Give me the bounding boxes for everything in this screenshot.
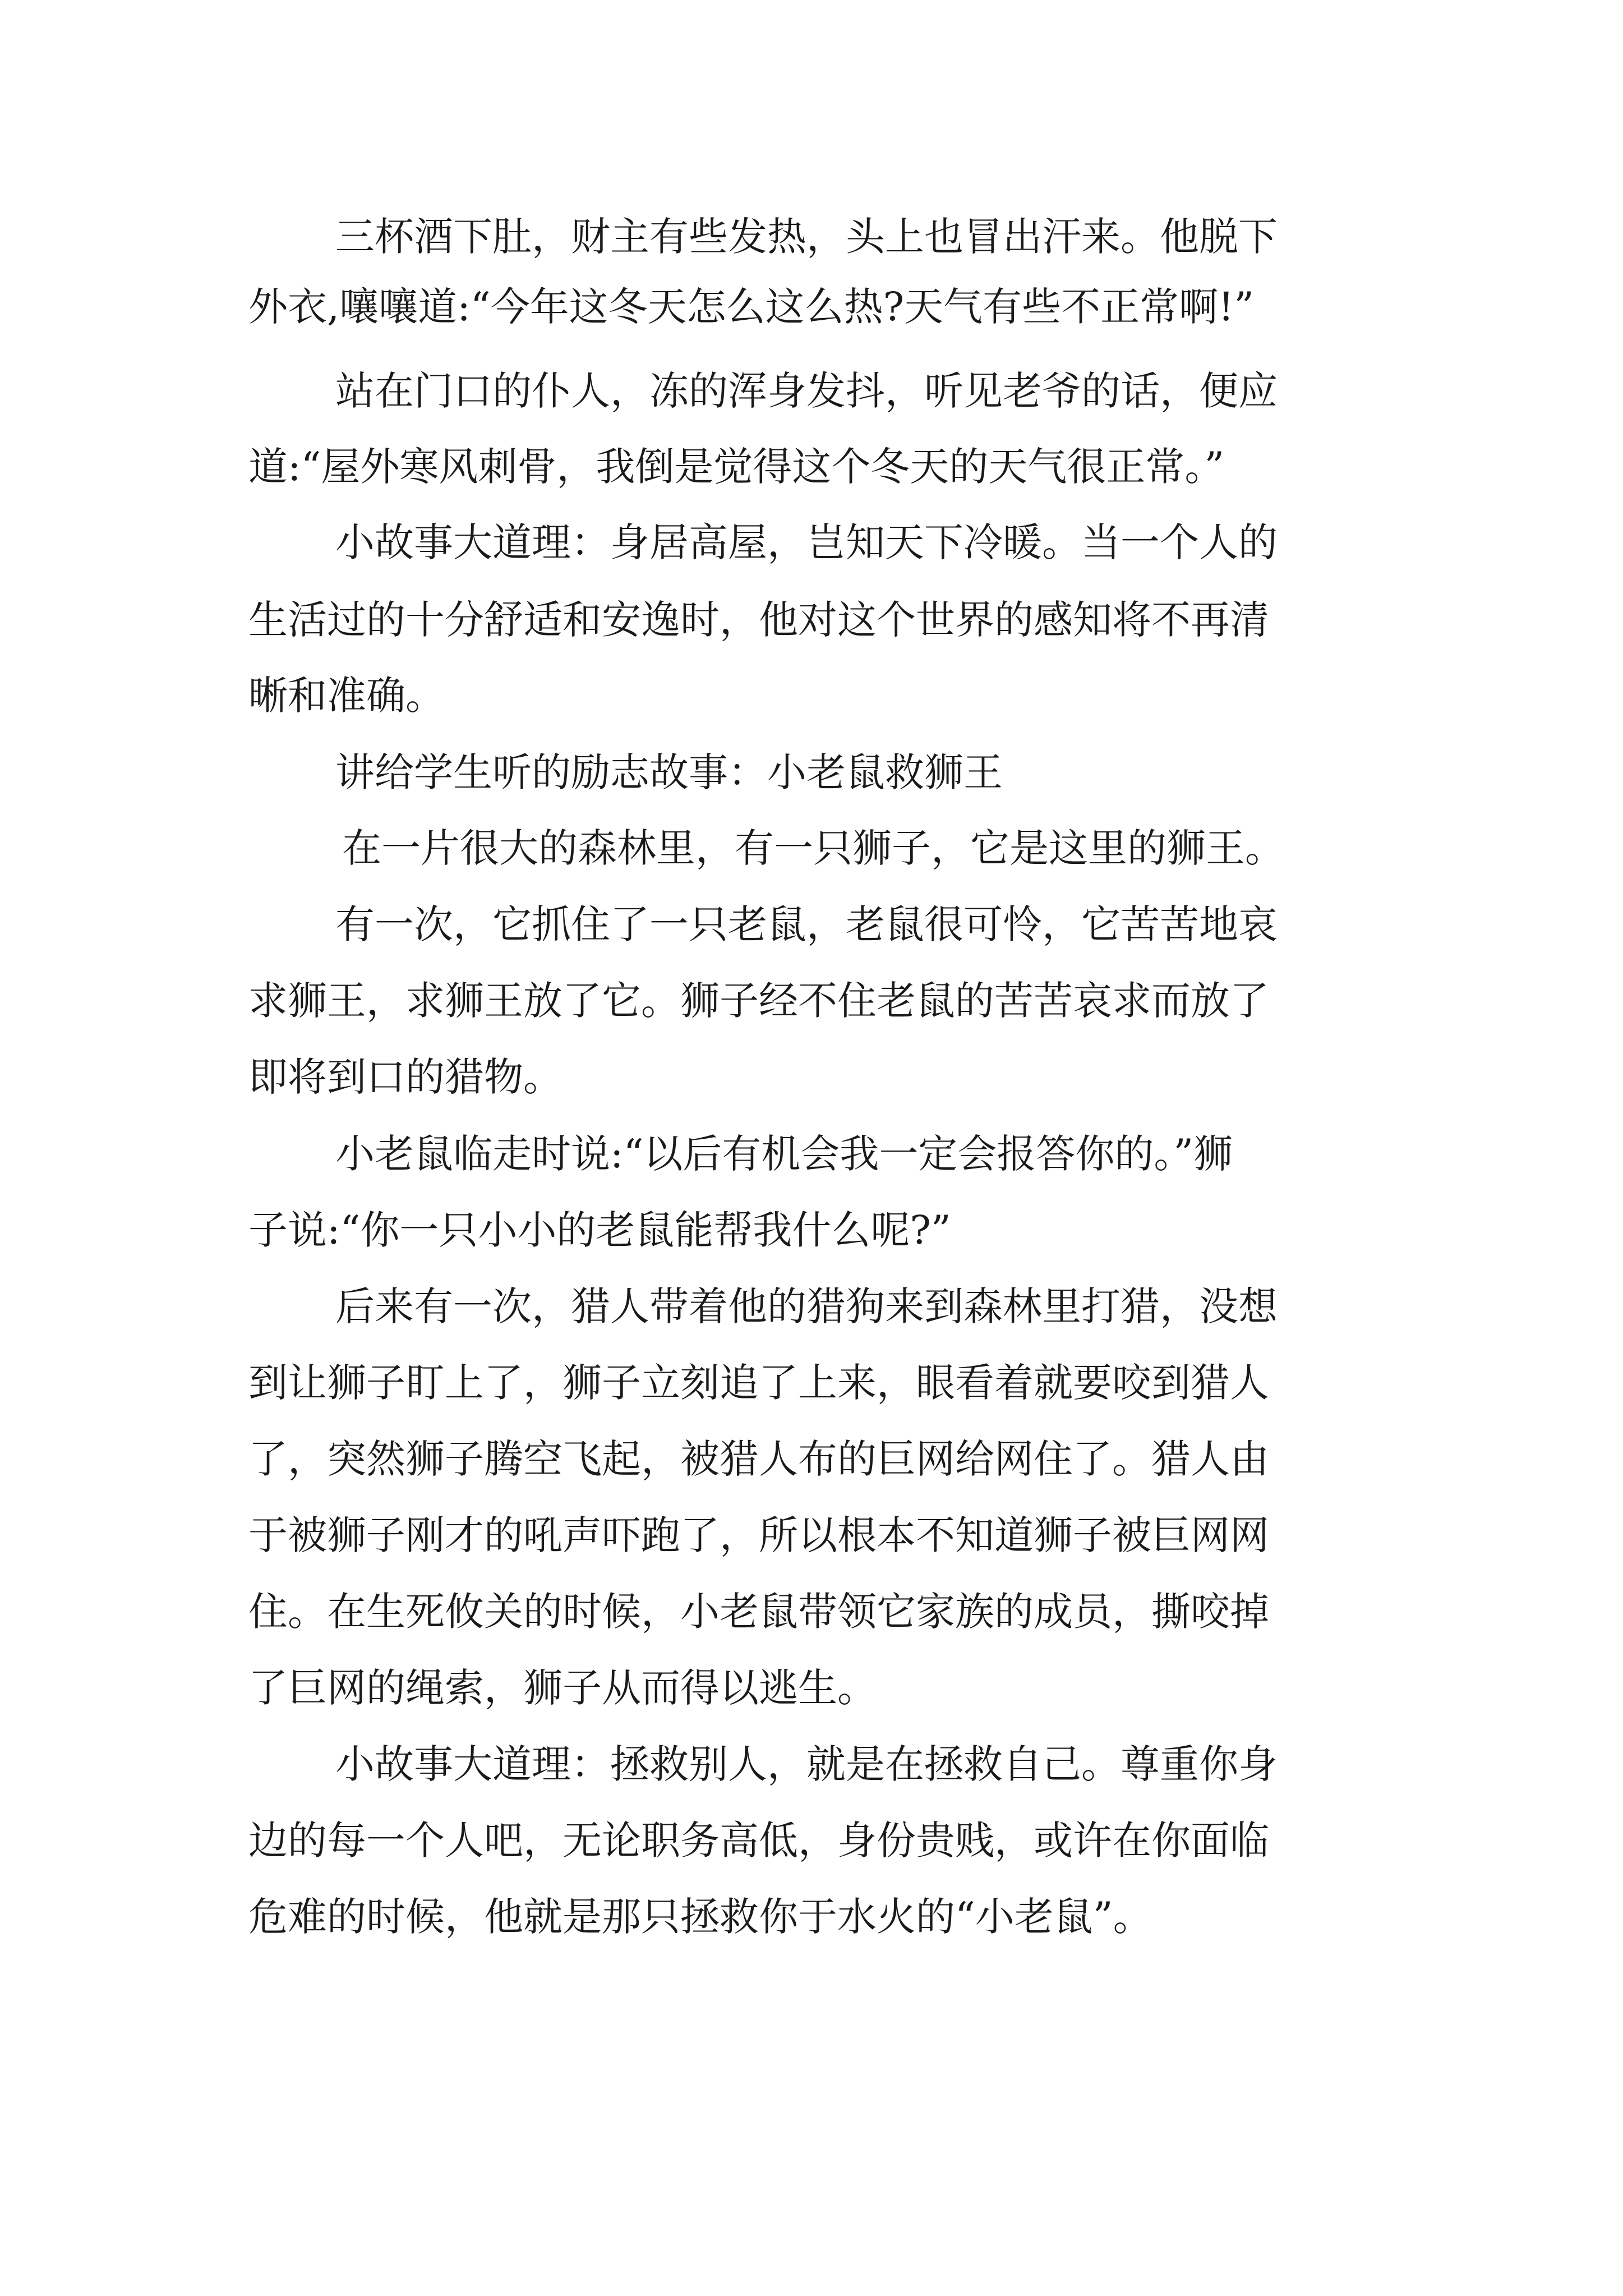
text-line: 小故事大道理：身居高屋，岂知天下冷暖。当一个人的 xyxy=(335,519,1278,565)
text-line: 有一次，它抓住了一只老鼠，老鼠很可怜，它苦苦地哀 xyxy=(335,901,1278,947)
text-line: 后来有一次，猎人带着他的猎狗来到森林里打猎，没想 xyxy=(335,1283,1278,1329)
text-line: 小老鼠临走时说:“以后有机会我一定会报答你的。”狮 xyxy=(335,1131,1233,1177)
text-line: 生活过的十分舒适和安逸时，他对这个世界的感知将不再清 xyxy=(248,597,1269,643)
text-line: 在一片很大的森林里，有一只狮子，它是这里的狮王。 xyxy=(342,825,1284,871)
section-heading: 讲给学生听的励志故事：小老鼠救狮王 xyxy=(335,749,1003,795)
text-line: 子说:“你一只小小的老鼠能帮我什么呢?” xyxy=(248,1207,951,1253)
text-line: 晰和准确。 xyxy=(248,673,445,719)
text-line: 求狮王，求狮王放了它。狮子经不住老鼠的苦苦哀求而放了 xyxy=(248,978,1269,1024)
text-line: 于被狮子刚才的吼声吓跑了，所以根本不知道狮子被巨网网 xyxy=(248,1512,1269,1558)
text-line: 小故事大道理：拯救别人，就是在拯救自己。尊重你身 xyxy=(335,1741,1278,1787)
text-line: 了巨网的绳索，狮子从而得以逃生。 xyxy=(248,1665,877,1711)
text-line: 住。在生死攸关的时候，小老鼠带领它家族的成员，撕咬掉 xyxy=(248,1589,1269,1635)
text-line: 站在门口的仆人，冻的浑身发抖，听见老爷的话，便应 xyxy=(335,368,1278,414)
text-line: 即将到口的猎物。 xyxy=(248,1054,562,1100)
text-line: 三杯酒下肚，财主有些发热，头上也冒出汗来。他脱下 xyxy=(335,214,1278,260)
text-line: 边的每一个人吧，无论职务高低，身份贵贱，或许在你面临 xyxy=(248,1818,1269,1864)
text-line: 道:“屋外寒风刺骨，我倒是觉得这个冬天的天气很正常。” xyxy=(248,444,1225,490)
text-line: 危难的时候，他就是那只拯救你于水火的“小老鼠”。 xyxy=(248,1894,1152,1940)
text-line: 外衣,嚷嚷道:“今年这冬天怎么这么热?天气有些不正常啊!” xyxy=(248,284,1255,330)
text-line: 到让狮子盯上了，狮子立刻追了上来，眼看着就要咬到猎人 xyxy=(248,1360,1269,1406)
text-line: 了，突然狮子腾空飞起，被猎人布的巨网给网住了。猎人由 xyxy=(248,1436,1269,1482)
